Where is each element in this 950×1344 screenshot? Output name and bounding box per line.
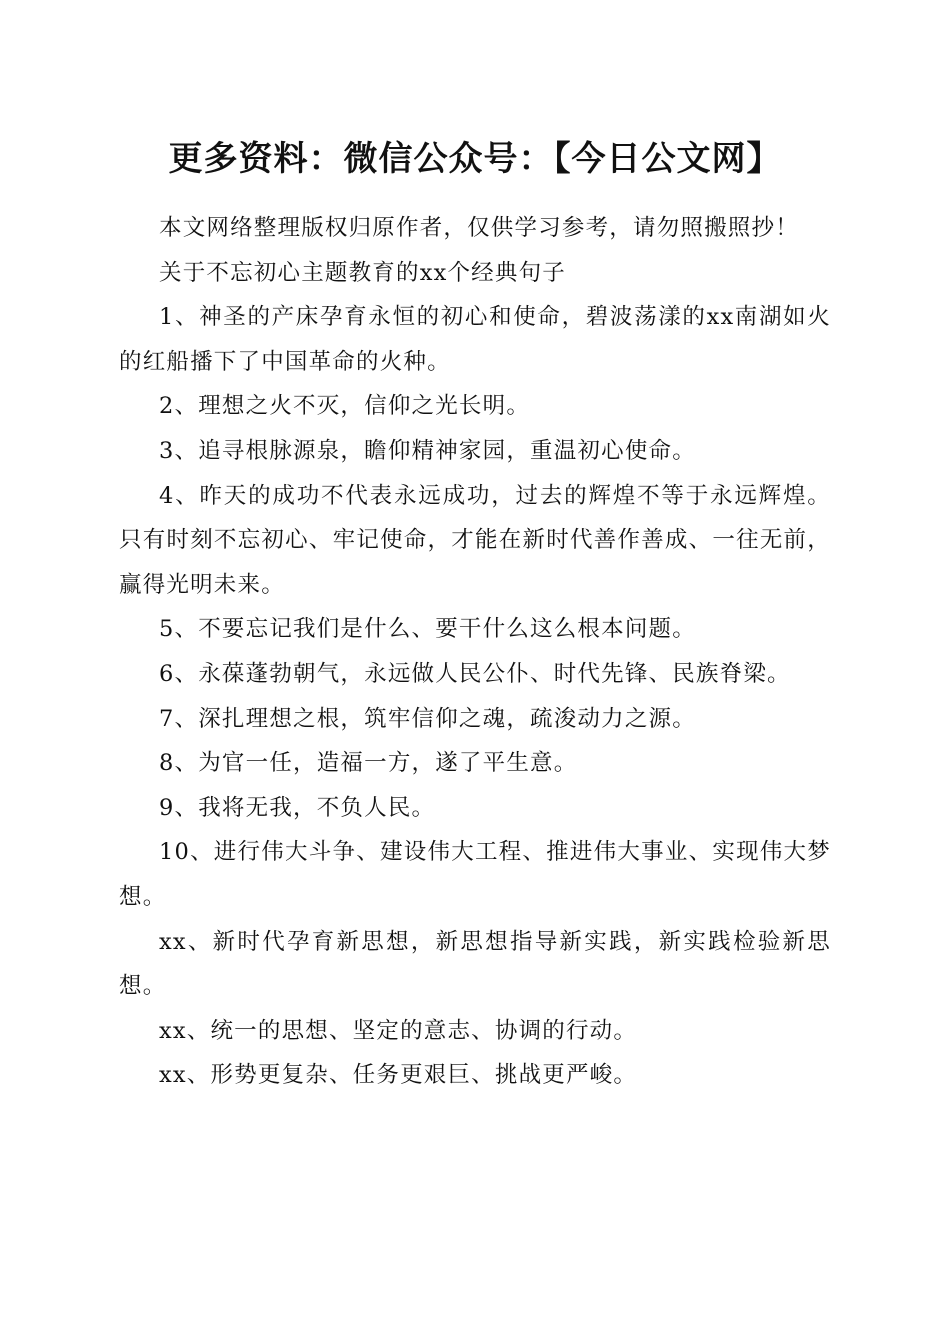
list-item: 3、追寻根脉源泉，瞻仰精神家园，重温初心使命。: [159, 437, 696, 464]
list-item: 8、为官一任，造福一方，遂了平生意。: [159, 750, 578, 777]
document-body: [119, 206, 831, 1098]
document-heading: 关于不忘初心主题教育的xx个经典句子: [159, 259, 566, 286]
copyright-notice: 本文网络整理版权归原作者，仅供学习参考，请勿照搬照抄！: [159, 215, 799, 241]
list-item: 7、深扎理想之根，筑牢信仰之魂，疏浚动力之源。: [159, 705, 696, 732]
list-item: xx、统一的思想、坚定的意志、协调的行动。: [159, 1017, 638, 1044]
list-item: 2、理想之火不灭，信仰之光长明。: [159, 393, 531, 420]
list-item: 5、不要忘记我们是什么、要干什么这么根本问题。: [159, 616, 696, 643]
list-item: xx、形势更复杂、任务更艰巨、挑战更严峻。: [159, 1062, 638, 1089]
list-item: 1、神圣的产床孕育永恒的初心和使命，碧波荡漾的xx南湖如火的红船播下了中国革命的火种。: [119, 304, 831, 375]
list-item: xx、新时代孕育新思想，新思想指导新实践，新实践检验新思想。: [119, 928, 831, 1000]
list-item: 4、昨天的成功不代表永远成功，过去的辉煌不等于永远辉煌。只有时刻不忘初心、牢记使命，才能在新时代善作善成、一往无前，赢得光明未来。: [119, 482, 831, 598]
list-item: 9、我将无我，不负人民。: [159, 794, 436, 821]
page-title: 更多资料：微信公众号：【今日公文网】: [168, 139, 782, 179]
list-item: 10、进行伟大斗争、建设伟大工程、推进伟大事业、实现伟大梦想。: [119, 839, 831, 910]
list-item: 6、永葆蓬勃朝气，永远做人民公仆、时代先锋、民族脊梁。: [159, 660, 791, 687]
